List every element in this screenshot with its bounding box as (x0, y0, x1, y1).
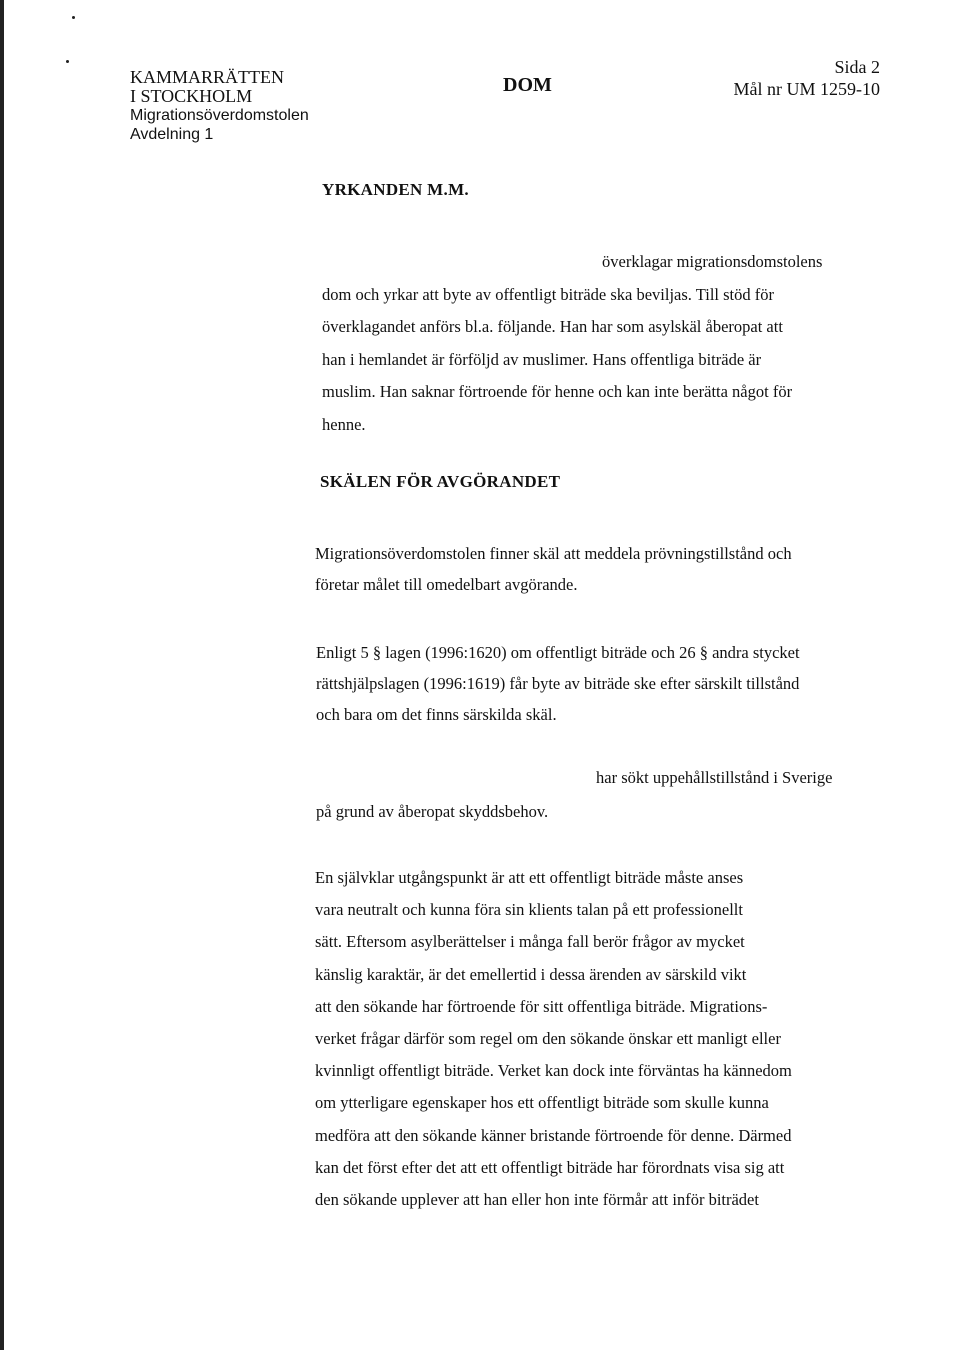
reasons-paragraph-3-line-1 (596, 766, 832, 790)
text-line: på grund av åberopat skyddsbehov. (316, 802, 549, 821)
text-line: vara neutralt och kunna föra sin klients talan på ett professionellt (315, 900, 743, 920)
page-info (734, 56, 881, 100)
reasons-paragraph-2 (316, 637, 800, 730)
text-line: känslig karaktär, är det emellertid i dessa ärenden av särskild vikt (315, 964, 747, 984)
text-line: företar målet till omedelbart avgörande. (315, 575, 578, 594)
text-line: och bara om det finns särskilda skäl. (316, 705, 557, 724)
text-line: En självklar utgångspunkt är att ett offentligt biträde måste anses (315, 868, 744, 887)
text-line: den sökande upplever att han eller hon inte förmår att inför biträdet (315, 1190, 759, 1210)
scan-speck (66, 60, 69, 63)
text-line: medföra att den sökande känner bristande förtroende för denne. Därmed (315, 1125, 792, 1145)
text-line: sätt. Eftersom asylberättelser i många fall berör frågor av mycket (315, 932, 745, 952)
court-city: I STOCKHOLM (130, 86, 253, 106)
case-number: Mål nr UM 1259-10 (733, 79, 880, 99)
text-line: han i hemlandet är förföljd av muslimer. Hans offentliga biträde är (322, 349, 762, 369)
court-block (130, 68, 309, 144)
court-department: Avdelning 1 (130, 126, 214, 143)
text-line: Migrationsöverdomstolen finner skäl att meddela prövningstillstånd och (315, 544, 792, 563)
reasons-paragraph-4 (315, 862, 792, 1216)
text-line: kvinnligt offentligt biträde. Verket kan dock inte förväntas ha kännedom (315, 1061, 792, 1081)
section-heading-reasons: SKÄLEN FÖR AVGÖRANDET (320, 472, 561, 491)
page-number: Sida 2 (834, 57, 880, 77)
text-line: verket frågar därför som regel om den sökande önskar ett manligt eller (315, 1029, 781, 1049)
text-line: Enligt 5 § lagen (1996:1620) om offentligt biträde och 26 § andra stycket (316, 643, 800, 662)
text-line: har sökt uppehållstillstånd i Sverige (596, 768, 833, 787)
text-line: att den sökande har förtroende för sitt offentliga biträde. Migrations- (315, 996, 768, 1016)
text-line: överklagandet anförs bl.a. följande. Han har som asylskäl åberopat att (322, 317, 783, 336)
court-name: KAMMARRÄTTEN (130, 67, 285, 87)
text-line: om ytterligare egenskaper hos ett offentligt biträde som skulle kunna (315, 1093, 769, 1113)
text-line: kan det först efter det att ett offentligt biträde har förordnats visa sig att (315, 1157, 785, 1177)
text-line: dom och yrkar att byte av offentligt biträde ska beviljas. Till stöd för (322, 284, 774, 304)
document-type: DOM (503, 74, 552, 96)
reasons-paragraph-3-line-2 (316, 800, 548, 824)
scan-left-edge (0, 0, 4, 1350)
section-heading-claims: YRKANDEN M.M. (322, 180, 469, 199)
text-line: överklagar migrationsdomstolens (602, 252, 823, 271)
scan-speck (72, 16, 75, 19)
court-division: Migrationsöverdomstolen (130, 107, 309, 124)
reasons-paragraph-1 (315, 538, 792, 600)
text-line: henne. (322, 414, 366, 434)
claims-paragraph (322, 246, 822, 441)
text-line: rättshjälpslagen (1996:1619) får byte av biträde ske efter särskilt tillstånd (316, 674, 800, 693)
text-line: muslim. Han saknar förtroende för henne och kan inte berätta något för (322, 382, 793, 401)
